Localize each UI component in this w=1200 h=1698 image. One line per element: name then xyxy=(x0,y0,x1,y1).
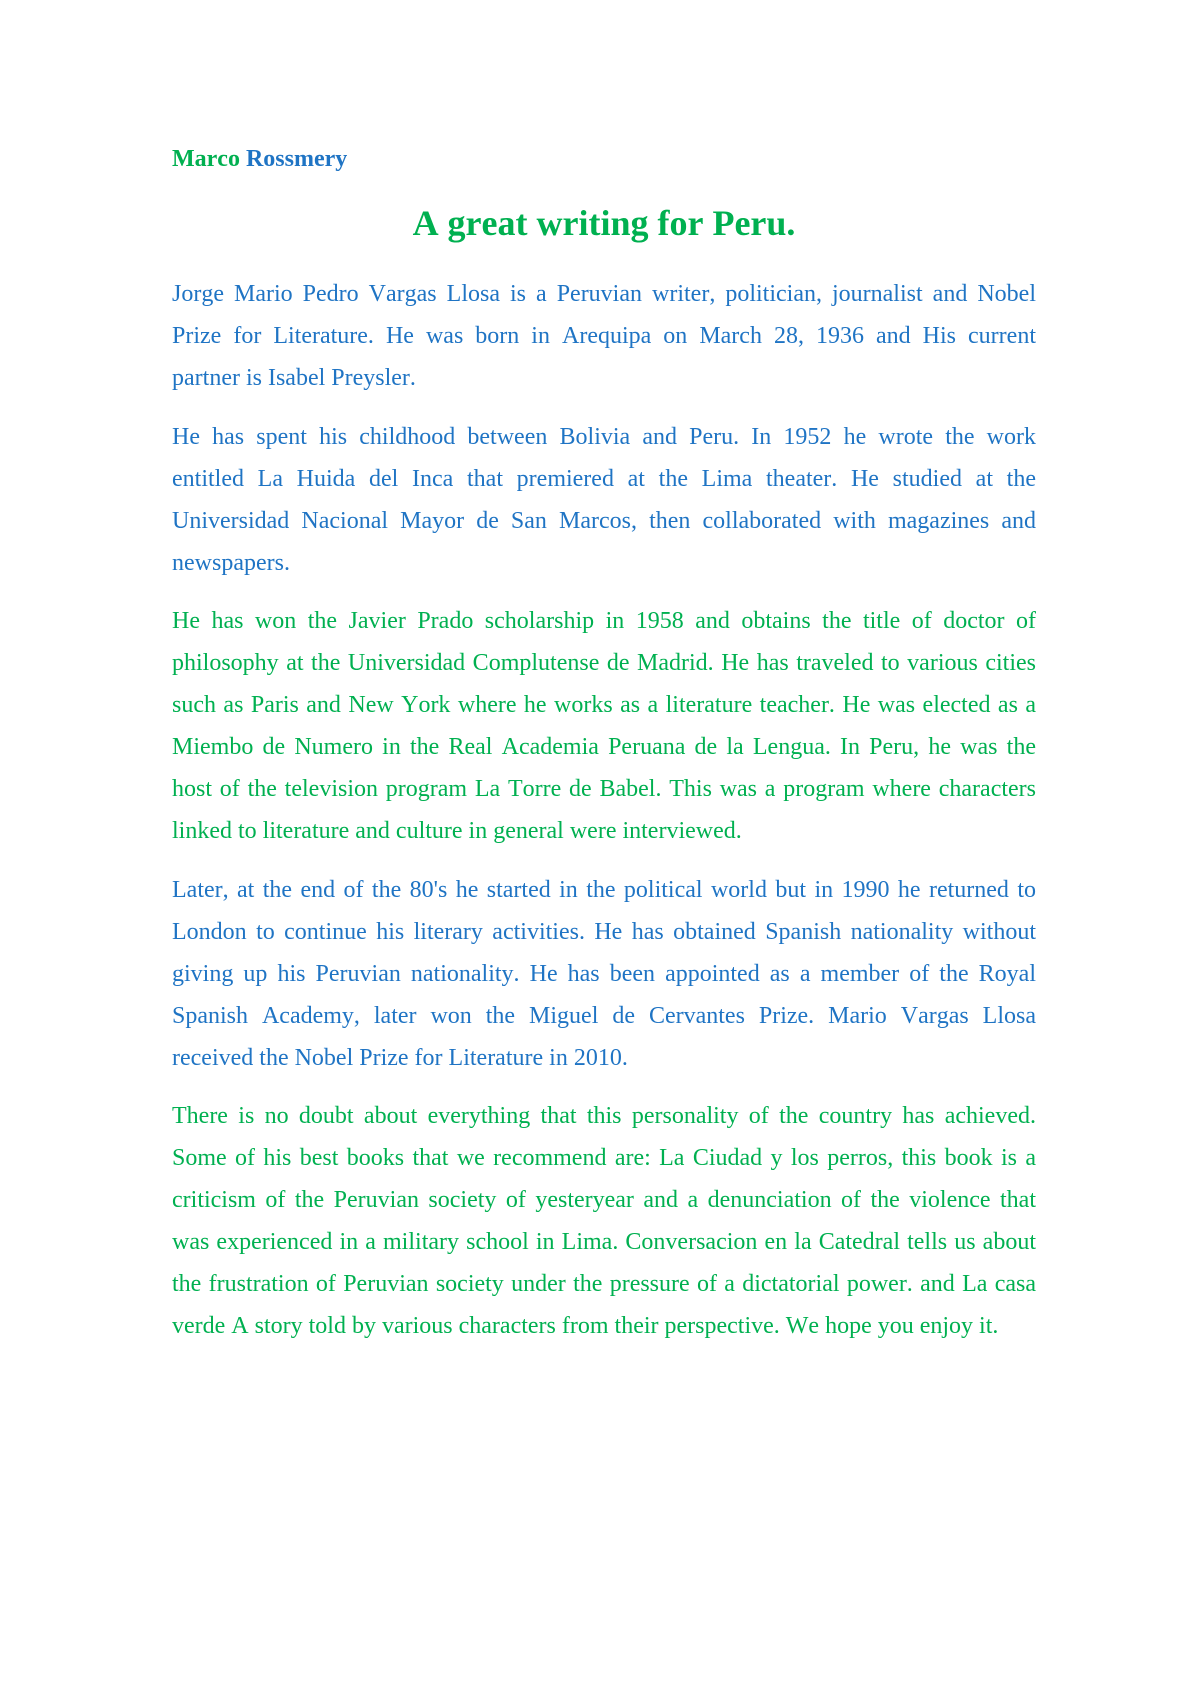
paragraph-line: Spanish Academy, later won the Miguel de Cervantes Prize. Mario Vargas Llosa xyxy=(172,1002,1036,1029)
paragraph-line: entitled La Huida del Inca that premiered at the Lima theater. He studied at the xyxy=(172,465,1036,492)
paragraph-line: He has spent his childhood between Bolivia and Peru. In 1952 he wrote the work xyxy=(172,423,1036,450)
paragraph-line: the frustration of Peruvian society under the pressure of a dictatorial power. and La casa xyxy=(172,1271,1036,1297)
paragraph-line: He has won the Javier Prado scholarship in 1958 and obtains the title of doctor of xyxy=(172,608,1036,634)
paragraph-line: London to continue his literary activities. He has obtained Spanish nationality without xyxy=(172,918,1036,945)
paragraph-line: Later, at the end of the 80's he started in the political world but in 1990 he returned to xyxy=(172,876,1036,903)
paragraph xyxy=(172,869,1036,1079)
paragraph-line: Prize for Literature. He was born in Arequipa on March 28, 1936 and His current xyxy=(172,323,1036,349)
paragraph xyxy=(172,273,1036,399)
paragraph xyxy=(172,416,1036,584)
paragraph-line: philosophy at the Universidad Complutense de Madrid. He has traveled to various cities xyxy=(172,650,1036,676)
paragraph-line: Some of his best books that we recommend are: La Ciudad y los perros, this book is a xyxy=(172,1145,1036,1171)
paragraph-line: Jorge Mario Pedro Vargas Llosa is a Peruvian writer, politician, journalist and Nobel xyxy=(172,281,1036,307)
paragraph-line: host of the television program La Torre de Babel. This was a program where characters xyxy=(172,776,1036,802)
paragraph-line: received the Nobel Prize for Literature in 2010. xyxy=(172,1044,628,1071)
paragraph-line: was experienced in a military school in Lima. Conversacion en la Catedral tells us about xyxy=(172,1229,1036,1255)
paragraph-line: partner is Isabel Preysler. xyxy=(172,365,416,391)
paragraph-line: linked to literature and culture in general were interviewed. xyxy=(172,818,742,844)
paragraph-line: verde A story told by various characters from their perspective. We hope you enjoy it. xyxy=(172,1313,999,1339)
paragraph-line: giving up his Peruvian nationality. He has been appointed as a member of the Royal xyxy=(172,960,1036,987)
paragraph-line: such as Paris and New York where he works as a literature teacher. He was elected as a xyxy=(172,692,1036,718)
author-first-name: Marco xyxy=(172,146,240,172)
document-body xyxy=(172,138,1036,1347)
author-name xyxy=(172,138,1036,180)
paragraph xyxy=(172,1095,1036,1347)
paragraph xyxy=(172,600,1036,852)
paragraph-line: Miembo de Numero in the Real Academia Peruana de la Lengua. In Peru, he was the xyxy=(172,734,1036,760)
paragraph-line: criticism of the Peruvian society of yesteryear and a denunciation of the violence that xyxy=(172,1187,1036,1213)
paragraph-line: There is no doubt about everything that this personality of the country has achieved. xyxy=(172,1103,1036,1129)
document-title: A great writing for Peru. xyxy=(412,203,796,243)
author-last-name: Rossmery xyxy=(245,146,348,172)
paragraph-line: Universidad Nacional Mayor de San Marcos, then collaborated with magazines and xyxy=(172,507,1036,534)
paragraph-line: newspapers. xyxy=(172,549,290,576)
